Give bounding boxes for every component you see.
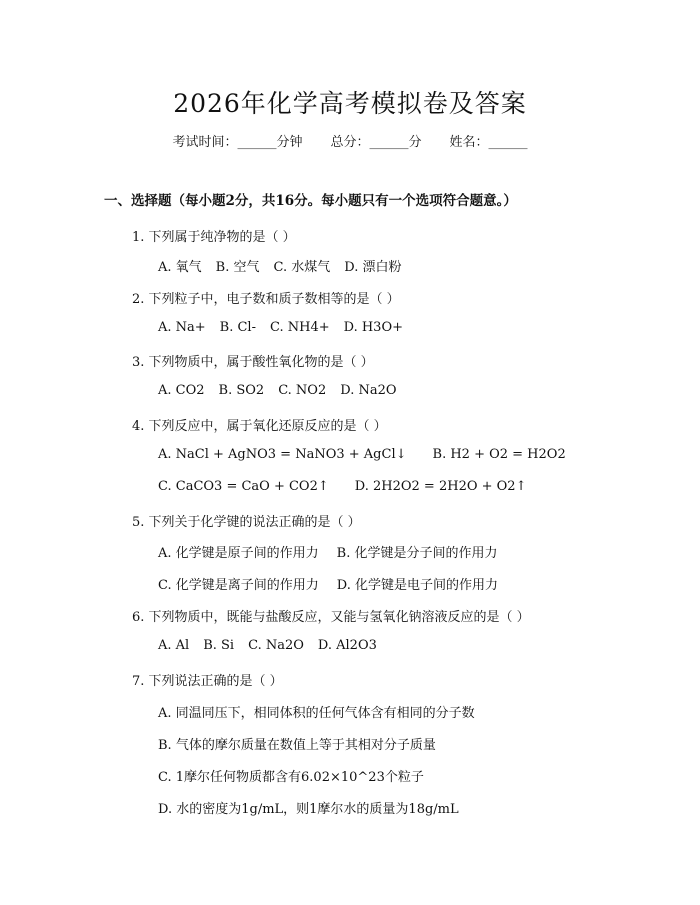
option-a: A. 化学键是原子间的作用力 bbox=[158, 546, 319, 561]
name-blank: ______ bbox=[488, 135, 528, 150]
option-b: B. 气体的摩尔质量在数值上等于其相对分子质量 bbox=[158, 738, 436, 753]
section-heading: 一、选择题（每小题2分，共16分。每小题只有一个选项符合题意。） bbox=[104, 193, 517, 209]
option-c: C. CaCO3 = CaO + CO2↑ bbox=[158, 479, 329, 494]
option-d: D. H3O+ bbox=[343, 320, 404, 335]
question-7: 7. 下列说法正确的是（ ） bbox=[132, 674, 283, 689]
time-unit: 分钟 bbox=[276, 135, 303, 150]
question-2-options bbox=[158, 320, 403, 335]
score-unit: 分 bbox=[408, 135, 422, 150]
exam-meta bbox=[0, 131, 700, 150]
question-5-options-row-1 bbox=[158, 542, 497, 561]
score-label: 总分： bbox=[330, 135, 370, 150]
question-3: 3. 下列物质中，属于酸性氧化物的是（ ） bbox=[132, 355, 374, 370]
option-b: B. 化学键是分子间的作用力 bbox=[336, 546, 498, 561]
time-blank: ______ bbox=[237, 135, 277, 150]
option-a: A. 氧气 bbox=[158, 260, 202, 275]
option-a: A. NaCl + AgNO3 = NaNO3 + AgCl↓ bbox=[158, 447, 407, 462]
option-a: A. Na+ bbox=[158, 320, 206, 335]
question-5-options-row-2 bbox=[158, 574, 498, 593]
exam-title: 2026年化学高考模拟卷及答案 bbox=[173, 89, 527, 118]
score-blank: ______ bbox=[369, 135, 409, 150]
option-d: D. 漂白粉 bbox=[344, 260, 402, 275]
option-b: B. Cl- bbox=[219, 320, 256, 335]
name-label: 姓名： bbox=[449, 135, 489, 150]
option-a: A. Al bbox=[158, 638, 190, 653]
question-4-options-row-2 bbox=[158, 479, 526, 494]
exam-time bbox=[172, 131, 302, 150]
question-3-options bbox=[158, 383, 397, 398]
exam-score bbox=[330, 131, 421, 150]
option-c: C. 1摩尔任何物质都含有6.02×10^23个粒子 bbox=[158, 770, 424, 785]
question-1: 1. 下列属于纯净物的是（ ） bbox=[132, 230, 296, 245]
option-b: B. 空气 bbox=[215, 260, 260, 275]
option-c: C. 水煤气 bbox=[273, 260, 331, 275]
option-d: D. Na2O bbox=[340, 383, 397, 398]
option-d: D. 2H2O2 = 2H2O + O2↑ bbox=[354, 479, 527, 494]
option-d: D. 化学键是电子间的作用力 bbox=[336, 578, 498, 593]
option-c: C. Na2O bbox=[248, 638, 304, 653]
question-4: 4. 下列反应中，属于氧化还原反应的是（ ） bbox=[132, 419, 387, 434]
question-4-options-row-1 bbox=[158, 447, 566, 462]
question-2: 2. 下列粒子中，电子数和质子数相等的是（ ） bbox=[132, 292, 400, 307]
option-c: C. 化学键是离子间的作用力 bbox=[158, 578, 319, 593]
option-c: C. NO2 bbox=[278, 383, 327, 398]
option-a: A. 同温同压下，相同体积的任何气体含有相同的分子数 bbox=[158, 706, 475, 721]
option-b: B. SO2 bbox=[218, 383, 265, 398]
option-a: A. CO2 bbox=[158, 383, 205, 398]
question-6-options bbox=[158, 638, 377, 653]
option-d: D. Al2O3 bbox=[317, 638, 377, 653]
option-d: D. 水的密度为1g/mL，则1摩尔水的质量为18g/mL bbox=[158, 802, 459, 817]
option-c: C. NH4+ bbox=[270, 320, 330, 335]
exam-name bbox=[450, 131, 528, 150]
time-label: 考试时间： bbox=[172, 135, 238, 150]
option-b: B. H2 + O2 = H2O2 bbox=[432, 447, 566, 462]
question-5: 5. 下列关于化学键的说法正确的是（ ） bbox=[132, 515, 361, 530]
question-6: 6. 下列物质中，既能与盐酸反应，又能与氢氧化钠溶液反应的是（ ） bbox=[132, 610, 530, 625]
option-b: B. Si bbox=[203, 638, 235, 653]
question-1-options bbox=[158, 256, 401, 275]
